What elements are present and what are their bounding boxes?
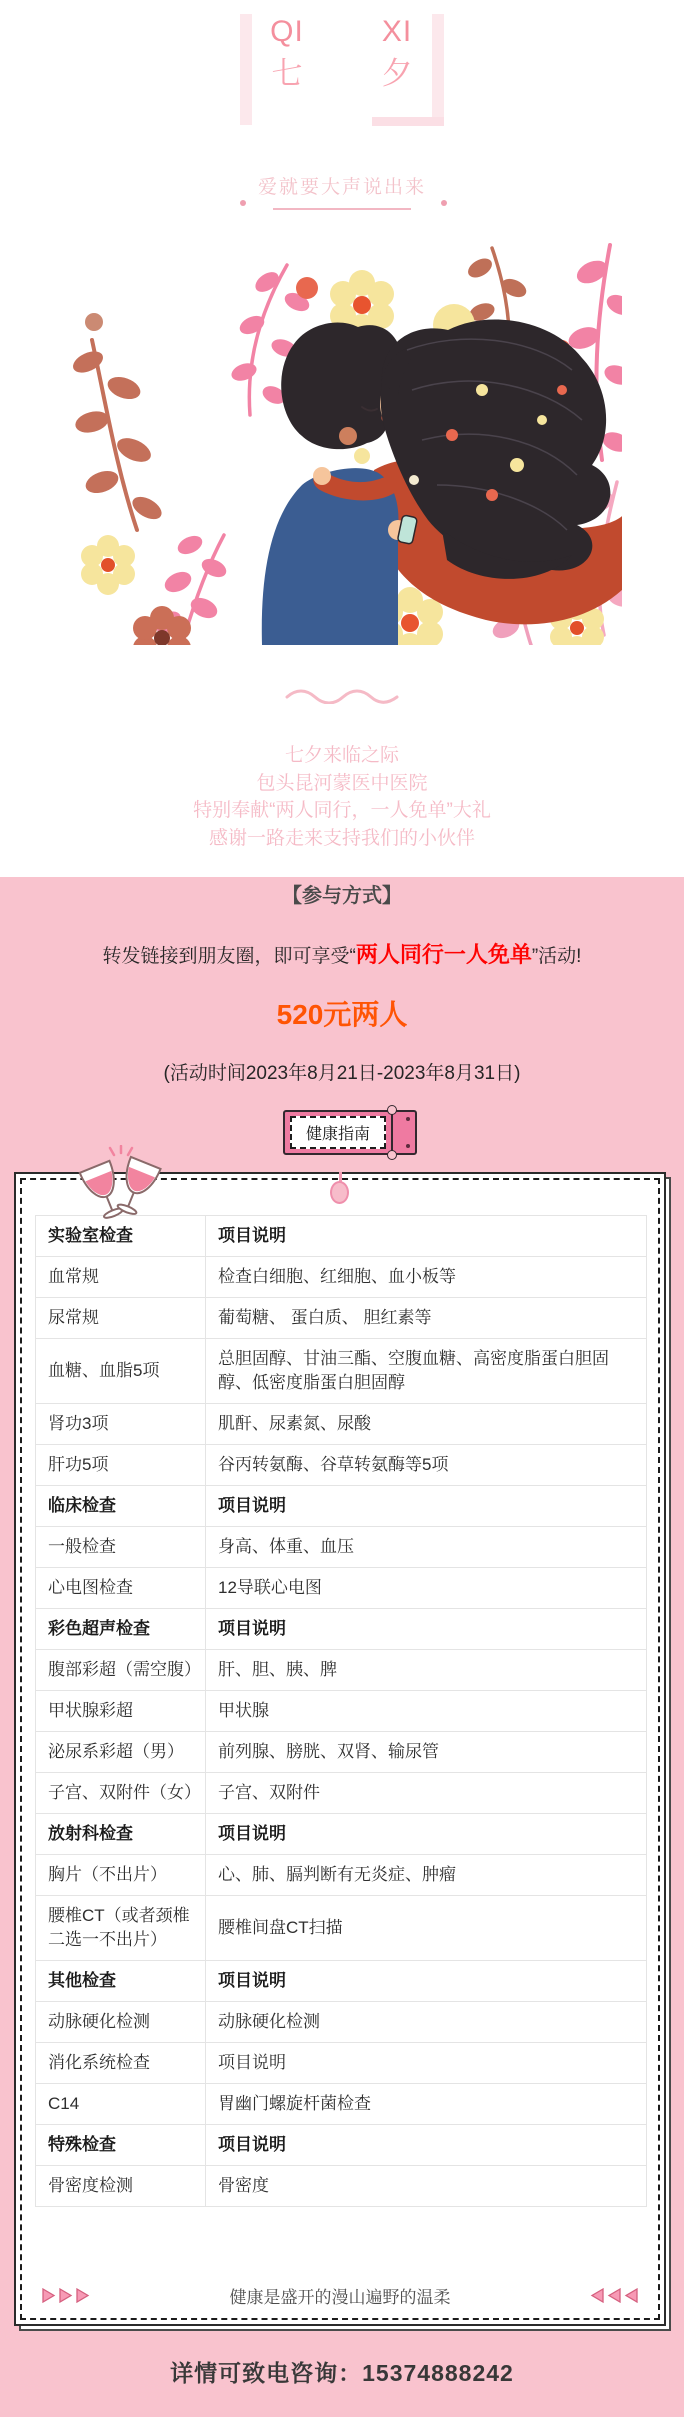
subtitle-underline	[273, 208, 411, 210]
ticket-notch	[387, 1150, 397, 1160]
table-row	[36, 1732, 647, 1773]
table-row	[36, 1568, 647, 1609]
table-cell: C14	[36, 2084, 206, 2125]
decor-bar-right	[432, 14, 444, 118]
promo-section-title: 【参与方式】	[282, 885, 402, 907]
table-row	[36, 2043, 647, 2084]
wine-glasses-icon	[64, 1145, 176, 1225]
table-cell: 项目说明	[206, 1814, 647, 1855]
ticket-rivet	[406, 1117, 410, 1121]
table-cell: 腰椎间盘CT扫描	[206, 1896, 647, 1961]
desc-highlight: 两人同行一人免单	[355, 942, 532, 967]
price-text: 520元两人	[276, 999, 408, 1030]
health-guide-ticket-badge	[283, 1110, 417, 1155]
table-row	[36, 1298, 647, 1339]
couple-illustration	[62, 230, 622, 645]
qixi-header	[0, 14, 684, 126]
table-cell: 一般检查	[36, 1527, 206, 1568]
ticket-divider	[391, 1112, 393, 1153]
table-cell: 项目说明	[206, 1216, 647, 1257]
triple-triangle-left-icon	[586, 2288, 638, 2303]
table-cell: 肝、胆、胰、脾	[206, 1650, 647, 1691]
table-cell: 放射科检查	[36, 1814, 206, 1855]
ticket-label: 健康指南	[305, 1126, 370, 1143]
table-cell: 尿常规	[36, 1298, 206, 1339]
table-cell: 葡萄糖、 蛋白质、 胆红素等	[206, 1298, 647, 1339]
table-cell: 项目说明	[206, 1486, 647, 1527]
table-row	[36, 1445, 647, 1486]
table-cell: 12导联心电图	[206, 1568, 647, 1609]
table-row	[36, 1896, 647, 1961]
intro-line: 包头昆河蒙医中医院	[256, 772, 428, 794]
table-row	[36, 2084, 647, 2125]
table-cell: 项目说明	[206, 1609, 647, 1650]
intro-poem	[0, 742, 684, 852]
table-row	[36, 1527, 647, 1568]
table-cell: 身高、体重、血压	[206, 1527, 647, 1568]
table-section-header-row	[36, 1486, 647, 1527]
table-cell: 前列腺、膀胱、双肾、输尿管	[206, 1732, 647, 1773]
ticket-notch	[387, 1105, 397, 1115]
desc-prefix: 转发链接到朋友圈，即可享受“	[102, 946, 356, 967]
triple-triangle-right-icon	[42, 2288, 94, 2303]
table-cell: 实验室检查	[36, 1216, 206, 1257]
intro-line: 感谢一路走来支持我们的小伙伴	[208, 827, 475, 849]
table-cell: 胃幽门螺旋杆菌检查	[206, 2084, 647, 2125]
title-cn-qi: 七	[271, 56, 303, 91]
dot-icon	[240, 200, 246, 206]
intro-line: 特别奉献“两人同行，一人免单”大礼	[193, 800, 491, 821]
table-cell: 消化系统检查	[36, 2043, 206, 2084]
title-cn-xi: 夕	[381, 56, 413, 91]
activity-period: (活动时间2023年8月21日-2023年8月31日)	[163, 1063, 521, 1084]
table-cell: 项目说明	[206, 1961, 647, 2002]
table-section-header-row	[36, 1961, 647, 2002]
table-cell: 特殊检查	[36, 2125, 206, 2166]
table-cell: 项目说明	[206, 2125, 647, 2166]
ticket-rivet	[406, 1144, 410, 1148]
table-cell: 动脉硬化检测	[206, 2002, 647, 2043]
wavy-divider-icon	[0, 686, 684, 709]
table-cell: 肌酐、尿素氮、尿酸	[206, 1404, 647, 1445]
table-row	[36, 1257, 647, 1298]
table-cell: 动脉硬化检测	[36, 2002, 206, 2043]
contact-phone-text: 详情可致电咨询：15374888242	[170, 2360, 514, 2386]
subtitle-text: 爱就要大声说出来	[257, 177, 426, 198]
table-cell: 泌尿系彩超（男）	[36, 1732, 206, 1773]
decor-bar-bottom	[372, 117, 444, 126]
ticket-inner-frame	[290, 1116, 386, 1149]
table-row	[36, 1339, 647, 1404]
table-row	[36, 1855, 647, 1896]
quote-text: 健康是盛开的漫山遍野的温柔	[229, 2288, 451, 2307]
subtitle-block	[0, 172, 684, 210]
promo-description	[0, 938, 684, 969]
table-cell: 谷丙转氨酶、谷草转氨酶等5项	[206, 1445, 647, 1486]
table-cell: 骨密度检测	[36, 2166, 206, 2207]
promo-section	[0, 877, 684, 2417]
table-cell: 血常规	[36, 1257, 206, 1298]
table-row	[36, 2002, 647, 2043]
decor-bar-left	[240, 14, 252, 125]
footer-contact-band	[0, 2326, 684, 2417]
table-row	[36, 1404, 647, 1445]
table-cell: 彩色超声检查	[36, 1609, 206, 1650]
table-cell: 子宫、双附件	[206, 1773, 647, 1814]
table-cell: 甲状腺	[206, 1691, 647, 1732]
table-section-header-row	[36, 1814, 647, 1855]
intro-line: 七夕来临之际	[284, 745, 399, 766]
quote-row	[42, 2283, 638, 2308]
couple	[262, 319, 622, 645]
table-cell: 腰椎CT（或者颈椎二选一不出片）	[36, 1896, 206, 1961]
table-section-header-row	[36, 2125, 647, 2166]
desc-suffix: ”活动!	[531, 946, 582, 967]
table-cell: 临床检查	[36, 1486, 206, 1527]
table-cell: 腹部彩超（需空腹）	[36, 1650, 206, 1691]
table-cell: 甲状腺彩超	[36, 1691, 206, 1732]
table-cell: 子宫、双附件（女）	[36, 1773, 206, 1814]
table-cell: 肾功3项	[36, 1404, 206, 1445]
table-row	[36, 1650, 647, 1691]
hanging-balloon-icon	[330, 1172, 350, 1204]
title-en-xi: XI	[381, 15, 413, 48]
table-row	[36, 1691, 647, 1732]
table-cell: 胸片（不出片）	[36, 1855, 206, 1896]
table-section-header-row	[36, 1609, 647, 1650]
table-cell: 其他检查	[36, 1961, 206, 2002]
exam-table-body	[36, 1216, 647, 2207]
checkup-table	[35, 1215, 647, 2207]
table-cell: 骨密度	[206, 2166, 647, 2207]
checkup-card	[14, 1172, 666, 2326]
table-row	[36, 2166, 647, 2207]
table-cell: 检查白细胞、红细胞、血小板等	[206, 1257, 647, 1298]
table-cell: 总胆固醇、甘油三酯、空腹血糖、高密度脂蛋白胆固醇、低密度脂蛋白胆固醇	[206, 1339, 647, 1404]
title-en-qi: QI	[270, 15, 304, 48]
table-cell: 肝功5项	[36, 1445, 206, 1486]
dot-icon	[441, 200, 447, 206]
table-row	[36, 1773, 647, 1814]
table-cell: 心电图检查	[36, 1568, 206, 1609]
table-cell: 项目说明	[206, 2043, 647, 2084]
table-cell: 心、肺、膈判断有无炎症、肿瘤	[206, 1855, 647, 1896]
table-cell: 血糖、血脂5项	[36, 1339, 206, 1404]
